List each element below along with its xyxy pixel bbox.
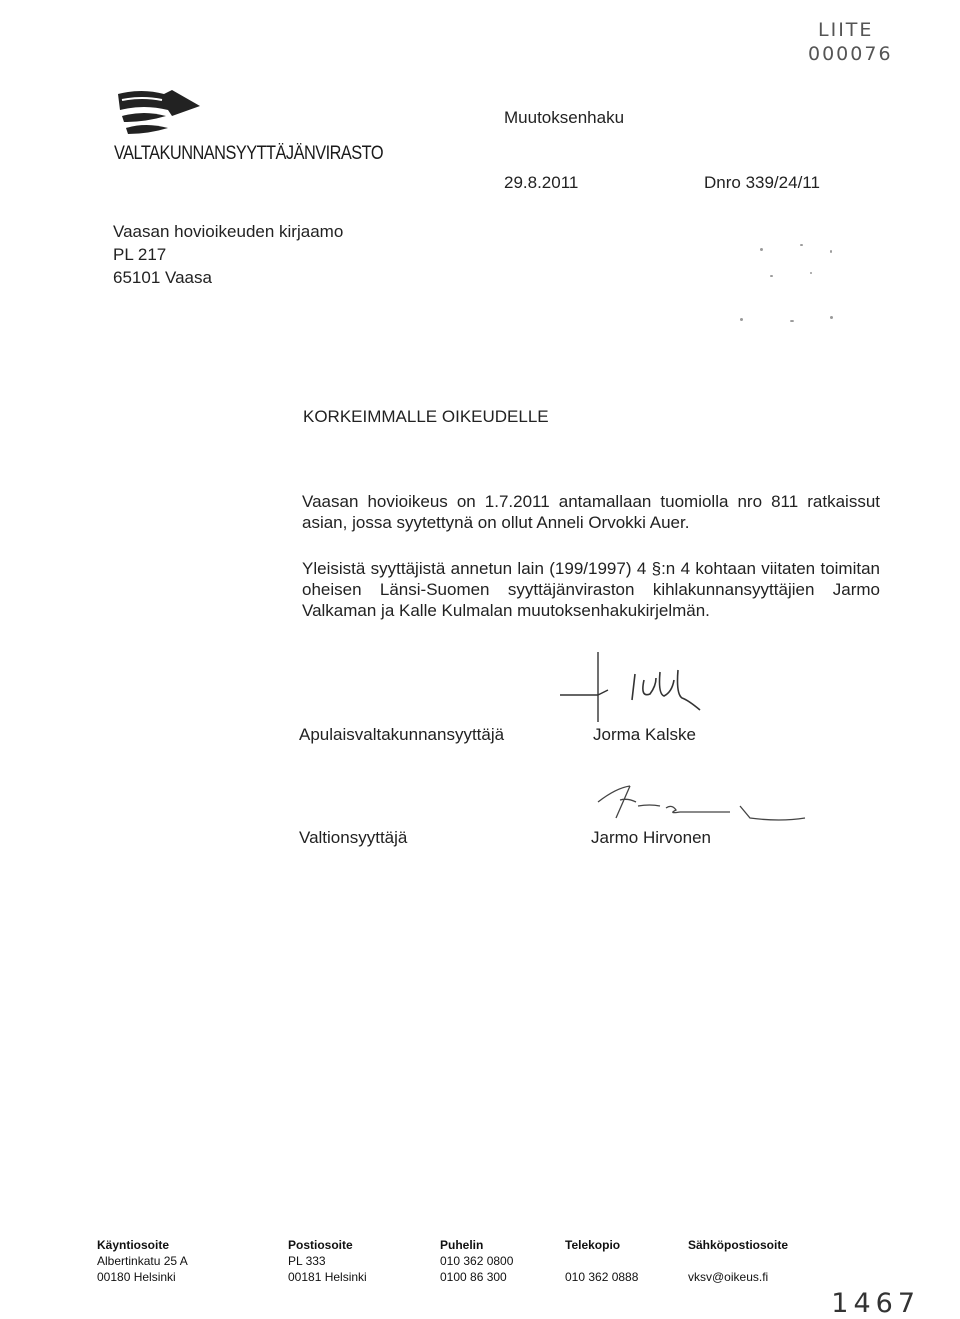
scan-speck [740, 318, 743, 321]
signatory-name-1: Jorma Kalske [593, 725, 696, 744]
footer-heading: Telekopio [565, 1238, 621, 1252]
scan-speck [770, 275, 773, 277]
sender-line-3: 65101 Vaasa [113, 268, 212, 287]
footer-visiting-address [97, 1237, 188, 1285]
agency-logo-icon [112, 86, 202, 138]
sender-address [113, 220, 343, 289]
page-number: 1467 [831, 1288, 920, 1319]
scan-speck [810, 272, 812, 274]
stamp-label: LIITE [818, 19, 874, 41]
stamp-number: 000076 [808, 43, 893, 65]
scan-speck [790, 320, 794, 322]
footer-line: 00180 Helsinki [97, 1270, 176, 1284]
footer-line [688, 1253, 788, 1269]
footer-line [565, 1253, 638, 1269]
footer-line: Albertinkatu 25 A [97, 1254, 188, 1268]
scan-speck [830, 250, 832, 253]
footer-line: 0100 86 300 [440, 1270, 507, 1284]
body-paragraph-1: Vaasan hovioikeus on 1.7.2011 antamallaan tuomiolla nro 811 ratkaissut asian, jossa syytettynä on ollut Anneli Orvokki Auer. [302, 492, 880, 532]
scan-speck [830, 316, 833, 319]
footer-line: 00181 Helsinki [288, 1270, 367, 1284]
footer-fax [565, 1237, 638, 1285]
signatory-title-2: Valtionsyyttäjä [299, 828, 408, 847]
footer-line: vksv@oikeus.fi [688, 1270, 769, 1284]
footer-line: 010 362 0888 [565, 1270, 639, 1284]
signatory-name-2: Jarmo Hirvonen [591, 828, 711, 847]
footer-line: PL 333 [288, 1254, 326, 1268]
signature-kalske-icon [560, 650, 740, 725]
sender-line-1: Vaasan hovioikeuden kirjaamo [113, 222, 344, 241]
footer-heading: Postiosoite [288, 1238, 353, 1252]
footer-line: 010 362 0800 [440, 1254, 514, 1268]
sender-line-2: PL 217 [113, 245, 167, 264]
document-date: 29.8.2011 [504, 173, 579, 192]
footer-phone [440, 1237, 513, 1285]
attachment-stamp [808, 18, 893, 66]
footer-email [688, 1237, 788, 1285]
agency-name: VALTAKUNNANSYYTTÄJÄNVIRASTO [114, 143, 384, 164]
document-type: Muutoksenhaku [504, 108, 625, 127]
body-paragraph-2: Yleisistä syyttäjistä annetun lain (199/1997) 4 §:n 4 kohtaan viitaten toimitan oheisen Länsi-Suomen syyttäjänviraston kihlakunnansyyttäjien Jarmo Valkaman ja Kalle Kulmalan muutoksenhakukirjelmän. [302, 559, 880, 620]
footer-heading: Puhelin [440, 1238, 484, 1252]
footer-postal-address [288, 1237, 367, 1285]
document-reference: Dnro 339/24/11 [704, 173, 820, 192]
recipient-heading: KORKEIMMALLE OIKEUDELLE [303, 407, 549, 426]
signature-hirvonen-icon [590, 778, 810, 830]
scan-speck [800, 244, 803, 246]
footer-heading: Sähköpostiosoite [688, 1238, 789, 1252]
footer-heading: Käyntiosoite [97, 1238, 170, 1252]
scan-speck [760, 248, 763, 251]
signatory-title-1: Apulaisvaltakunnansyyttäjä [299, 725, 505, 744]
